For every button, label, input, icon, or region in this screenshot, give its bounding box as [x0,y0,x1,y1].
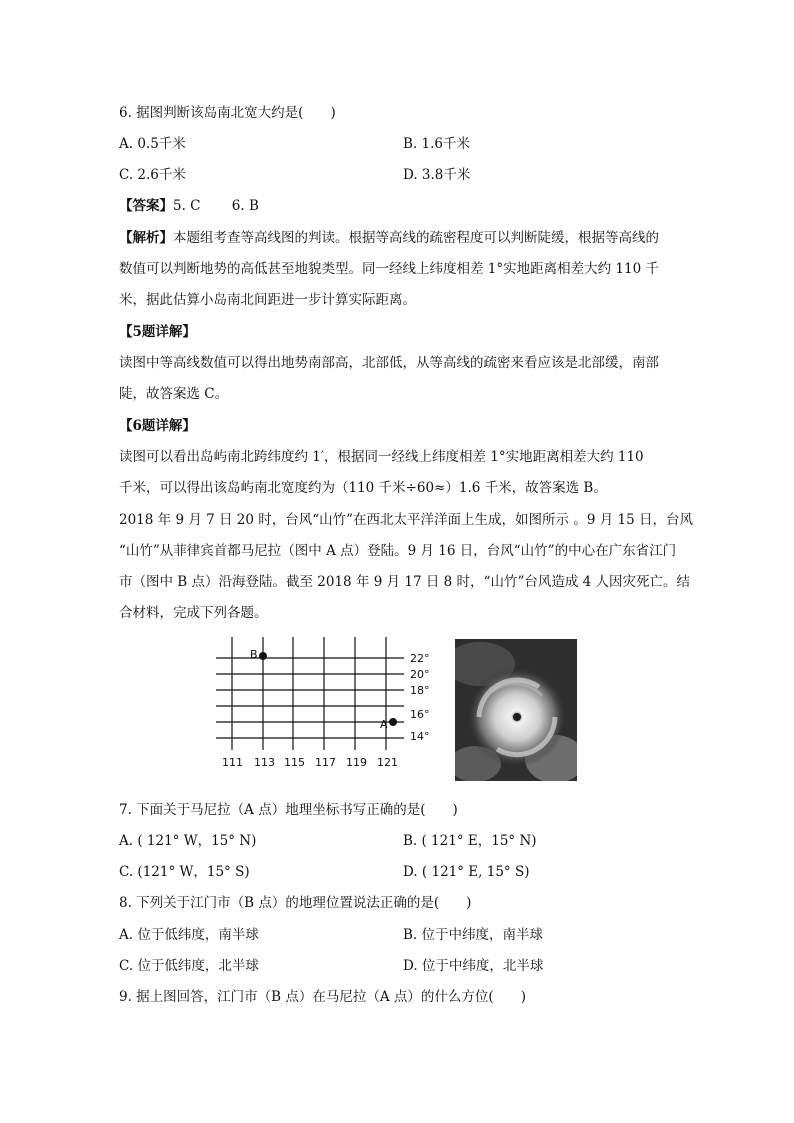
answer-text: 5. C 6. B [173,198,259,214]
detail5-line-1: 读图中等高线数值可以得出地势南部高，北部低，从等高线的疏密来看应该是北部缓，南部 [119,355,659,371]
q6-option-c: C. 2.6千米 [119,167,186,183]
answer-label: 【答案】 [119,198,173,214]
detail5-line-2: 陡，故答案选 C。 [119,386,229,402]
q6-option-d: D. 3.8千米 [403,167,471,183]
lat-label-16: 16° [410,708,430,721]
lon-label-113: 113 [254,756,275,769]
q7-option-a: A. ( 121° W，15° N) [119,833,257,849]
q7-option-d: D. ( 121° E, 15° S) [403,864,530,880]
q8-option-c: C. 位于低纬度，北半球 [119,958,259,974]
q7-option-b: B. ( 121° E，15° N) [403,833,537,849]
q9-stem: 9. 据上图回答，江门市（B 点）在马尼拉（A 点）的什么方位( ) [119,989,526,1005]
analysis-line-3: 米，据此估算小岛南北间距进一步计算实际距离。 [119,292,416,308]
detail5-label: 【5题详解】 [119,324,196,340]
lon-label-111: 111 [222,756,243,769]
q6-option-a: A. 0.5千米 [119,136,186,152]
q6-stem: 6. 据图判断该岛南北宽大约是( ) [119,105,336,121]
point-b-label: B [250,648,258,661]
analysis-label: 【解析】 [119,230,173,246]
typhoon-satellite-image [455,639,577,781]
lon-label-115: 115 [284,756,305,769]
lat-label-14: 14° [410,730,430,743]
detail6-line-1: 读图可以看出岛屿南北跨纬度约 1′，根据同一经线上纬度相差 1°实地距离相差大约 110 [119,449,644,465]
detail6-line-2: 千米，可以得出该岛屿南北宽度约为（110 千米÷60≈）1.6 千米，故答案选 B。 [119,480,607,496]
q7-option-c: C. (121° W，15° S) [119,864,250,880]
point-a-label: A [380,718,388,731]
analysis-line-1: 【解析】本题组考查等高线图的判读。根据等高线的疏密程度可以判断陡缓，根据等高线的 [119,230,659,246]
lon-label-119: 119 [346,756,367,769]
lat-lon-grid-map [214,632,444,772]
analysis-line-2: 数值可以判断地势的高低甚至地貌类型。同一经线上纬度相差 1°实地距离相差大约 110 千 [119,261,659,277]
lat-label-22: 22° [410,652,430,665]
q7-stem: 7. 下面关于马尼拉（A 点）地理坐标书写正确的是( ) [119,802,458,818]
q8-option-d: D. 位于中纬度，北半球 [403,958,544,974]
q8-stem: 8. 下列关于江门市（B 点）的地理位置说法正确的是( ) [119,895,472,911]
q6-option-b: B. 1.6千米 [403,136,470,152]
passage-line-2: “山竹”从菲律宾首都马尼拉（图中 A 点）登陆。9 月 16 日，台风“山竹”的中心在广东省江门 [119,543,677,559]
grid-lines [216,637,404,750]
point-a-marker [389,718,397,726]
answer-line [119,196,259,216]
lat-label-18: 18° [410,684,430,697]
passage-line-1: 2018 年 9 月 7 日 20 时，台风“山竹”在西北太平洋洋面上生成，如图所示 。9 月 15 日，台风 [119,512,693,528]
lat-label-20: 20° [410,668,430,681]
point-b-marker [259,652,267,660]
detail6-label: 【6题详解】 [119,418,196,434]
passage-line-3: 市（图中 B 点）沿海登陆。截至 2018 年 9 月 17 日 8 时，“山竹”台风造成 4 人因灾死亡。结 [119,574,691,590]
lon-label-121: 121 [377,756,398,769]
passage-line-4: 合材料，完成下列各题。 [119,605,268,621]
q8-option-a: A. 位于低纬度，南半球 [119,927,259,943]
q8-option-b: B. 位于中纬度，南半球 [403,927,544,943]
lon-label-117: 117 [315,756,336,769]
